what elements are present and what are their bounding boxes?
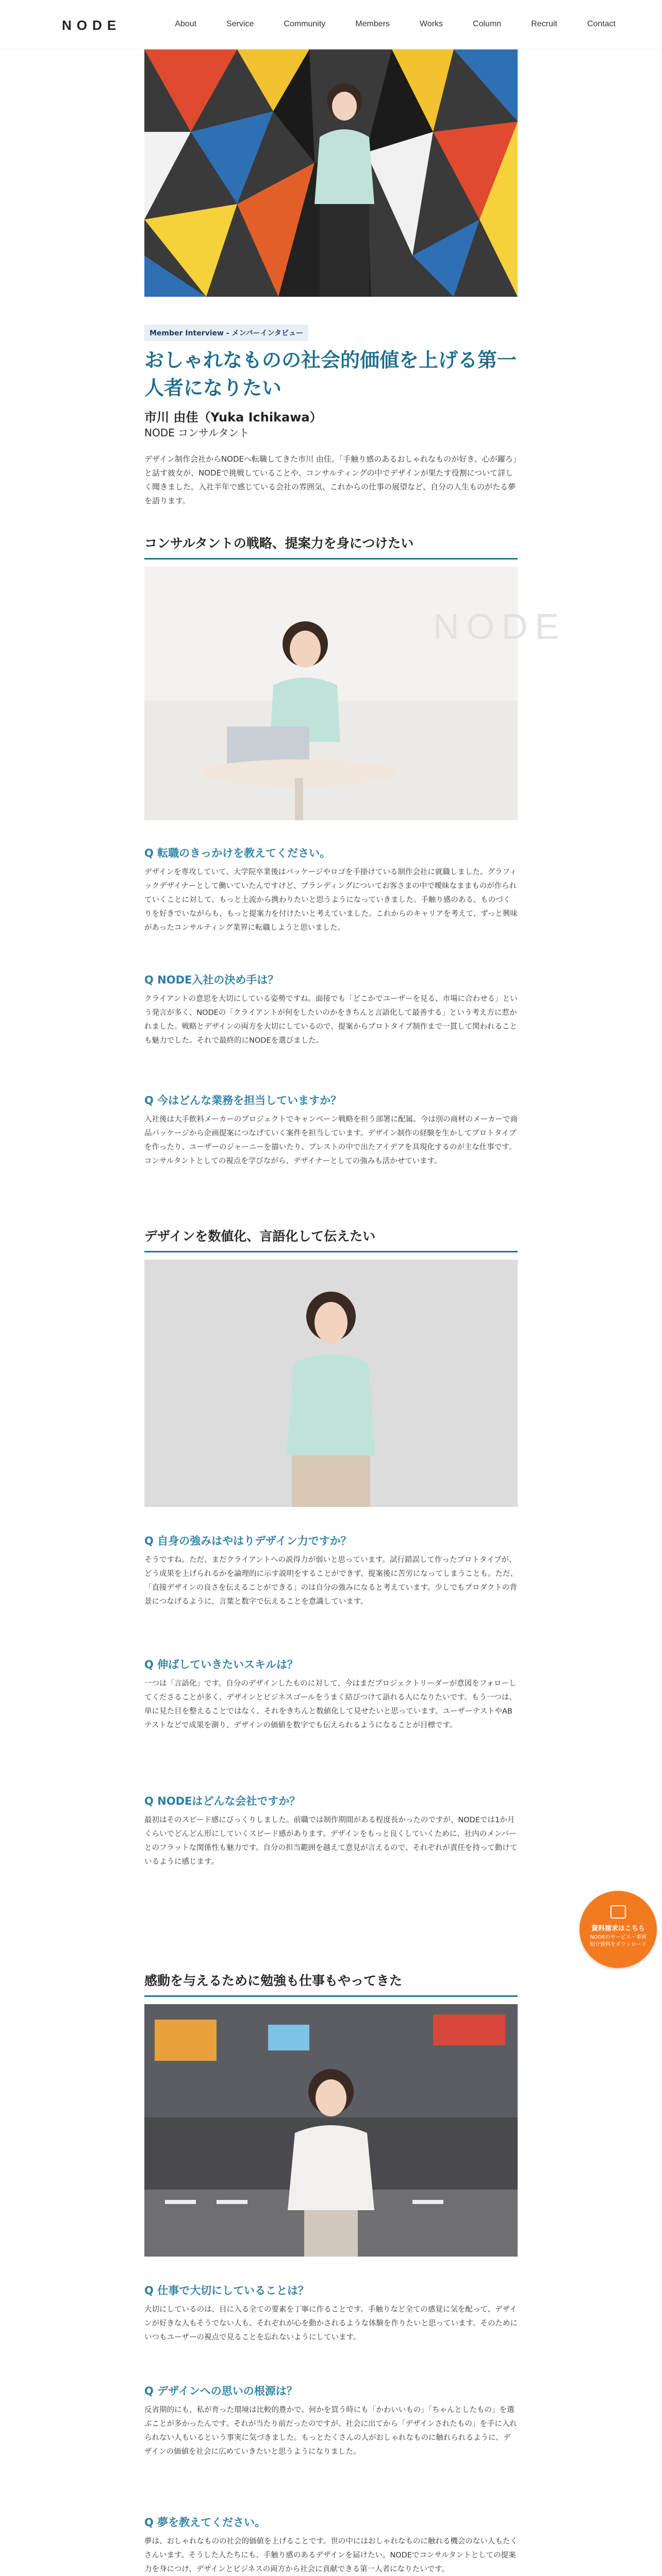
question-2: Q NODE入社の決め手は？ (144, 974, 279, 986)
answer-7: 大切にしているのは、目に入る全ての要素を丁寧に作ることです。手触りなど全ての感覚に気を配って、デザインが好きな人もそうでない人も、それぞれが心を動かされるような体験を作りたいと思っています。そのためにいつもユーザーの視点で見ることを忘れないようにしています。 (144, 2306, 518, 2342)
global-nav (175, 20, 616, 29)
floating-cta-title: 資料請求はこちら (591, 1925, 645, 1933)
section-photo-3 (144, 2004, 518, 2257)
site-logo[interactable]: NODE (62, 18, 122, 33)
nav-service[interactable]: Service (226, 20, 254, 28)
answer-5: 一つは「言語化」です。自分のデザインしたものに対して、今はまだプロジェクトリーダーが意図をフォローしてくださることが多く、デザインとビジネスゴールをうまく結びつけて語れる人になりたいです。もう一つは、単に見た目を整えることではなく、それをきちんと数値化して見せたいと思っています。ユーザーテストやABテストなどで成果を測り、デザインの価値を数字でも伝えられるようになることが目標です。 (144, 1680, 517, 1730)
site-header (0, 0, 662, 49)
answer-9: 夢は、おしゃれなものの社会的価値を上げることです。世の中にはおしゃれなものに触れる機会のない人もたくさんいます。そうした人たちにも、手触り感のあるデザインを届けたい。NODEでコンサルタントとしての提案力を身につけ、デザインとビジネスの両方から社会に貢献できる第一人者になりたいです。 (144, 2537, 518, 2573)
question-9: Q 夢を教えてください。 (144, 2516, 266, 2529)
svg-text:NODE: NODE (433, 606, 567, 647)
section-photo-2 (144, 1260, 518, 1507)
nav-community[interactable]: Community (284, 20, 326, 28)
question-1: Q 転職のきっかけを教えてください。 (144, 847, 331, 859)
floating-cta-button[interactable] (580, 1891, 657, 1968)
answer-1: デザインを専攻していて、大学院卒業後はパッケージやロゴを手掛けている制作会社に就職しました。グラフィックデザイナーとして働いていたんですけど、ブランディングについてお客さまの中で曖昧なままものが作られていくことに対して、もっと上流から携わりたいと思うようになっていきました。手触り感のある、ものづくりを好きでいながらも、もっと提案力を付けたいと考えていました。これからのキャリアを考えて、ずっと興味があったコンサルティング業界に転職しようと思いました。 (144, 868, 518, 932)
nav-works[interactable]: Works (419, 20, 443, 28)
answer-8: 反省期的にも、私が育った環境は比較的豊かで、何かを買う時にも「かわいいもの」「ちゃんとしたもの」を選ぶことが多かったんです。それが当たり前だったのですが、社会に出てから「デザインされたもの」を手に入れられない人もいるという事実に気づきました。もっとたくさんの人がおしゃれなものに触れられるように、デザインの価値を社会に広めていきたいと思うようになりました。 (144, 2406, 517, 2456)
nav-members[interactable]: Members (355, 20, 390, 28)
interviewee-name: 市川 由佳（Yuka Ichikawa） (144, 410, 322, 425)
interviewee-role: NODE コンサルタント (144, 427, 250, 439)
hero-photo (144, 49, 518, 297)
nav-column[interactable]: Column (473, 20, 502, 28)
category-badge: Member Interview - メンバーインタビュー (144, 325, 308, 341)
question-5: Q 伸ばしていきたいスキルは？ (144, 1658, 298, 1671)
section-heading-3: 感動を与えるために勉強も仕事もやってきた (144, 1971, 518, 1997)
question-7: Q 仕事で大切にしていることは？ (144, 2284, 309, 2297)
article-title: おしゃれなものの社会的価値を上げる第一人者になりたい (144, 349, 517, 399)
section-heading-2: デザインを数値化、言語化して伝えたい (144, 1226, 518, 1252)
document-icon (610, 1905, 626, 1919)
answer-2: クライアントの意思を大切にしている姿勢ですね。面接でも「どこかでユーザーを見る、市場に合わせる」という発言が多く、NODEの「クライアントが何をしたいのかをきちんと言語化して最善する」という考え方に惹かれました。戦略とデザインの両方を大切にしているので、提案からプロトタイプ制作まで一貫して関われることも魅力でした。それで最終的にNODEを選びました。 (144, 995, 518, 1045)
section-photo-1 (144, 567, 567, 820)
article-lead: デザイン制作会社からNODEへ転職してきた市川 由佳。「手触り感のあるおしゃれなものが好き、心が躍ろ」と話す彼女が、NODEで挑戦していることや、コンサルティングの中でデザインが果たす役割について詳しく聞きました。入社半年で感じている会社の雰囲気、これからの仕事の展望など、自分の人生ものがたる夢を語ります。 (144, 454, 517, 505)
answer-3: 入社後は大手飲料メーカーのプロジェクトでキャンペーン戦略を担う部署に配属。今は別の商材のメーカーで商品パッケージから企画提案につなげていく案件を担当しています。デザイン制作の経験を生かしてプロトタイプを作ったり、ユーザーのジャーニーを描いたり、ブレストの中で出たアイデアを具現化するのが主な仕事です。コンサルタントとしての視点を学びながら、デザイナーとしての強みも活かせています。 (144, 1115, 518, 1165)
question-6: Q NODEはどんな会社ですか？ (144, 1795, 301, 1807)
question-4: Q 自身の強みはやはりデザイン力ですか？ (144, 1535, 352, 1547)
question-3: Q 今はどんな業務を担当していますか？ (144, 1094, 342, 1107)
nav-about[interactable]: About (175, 20, 197, 28)
nav-recruit[interactable]: Recruit (531, 20, 557, 28)
section-heading-1: コンサルタントの戦略、提案力を身につけたい (144, 533, 518, 560)
answer-6: 最初はそのスピード感にびっくりしました。前職では制作期間がある程度長かったのですが、NODEでは1か月くらいでどんどん形にしていくスピード感があります。デザインをもっと良くしていくために、社内のメンバーとのフラットな関係性も魅力です。自分の担当範囲を越えて意見が言えるので、それぞれが責任を持って動けているように感じます。 (144, 1816, 518, 1866)
floating-cta-sub: NODEのサービス・事例紹介資料をダウンロード (590, 1935, 647, 1947)
answer-4: そうですね。ただ、まだクライアントへの説得力が弱いと思っています。試行錯誤して作ったプロトタイプが、どう成果を上げられるかを論理的に示す説明をすることができず、提案後に苦労になってしまうことも。ただ、「直接デザインの良さを伝えることができる」のは自分の強みになると考えています。少しでもプロダクトの背景につなげるように、言葉と数字で伝えることを意識しています。 (144, 1556, 518, 1606)
question-8: Q デザインへの思いの根源は？ (144, 2385, 297, 2397)
nav-contact[interactable]: Contact (587, 20, 616, 28)
